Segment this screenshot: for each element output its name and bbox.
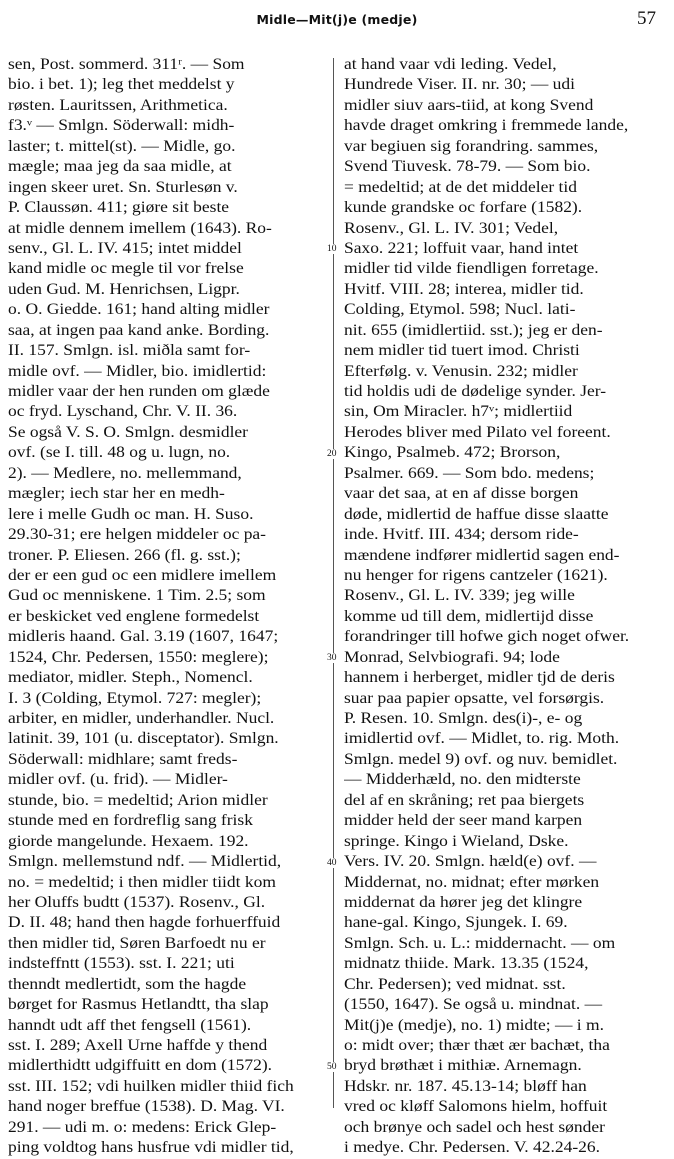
text-line: røsten. Lauritssen, Arithmetica. [8,96,228,114]
text-line: ping voldtog hans husfrue vdi midler tid, [8,1139,294,1157]
text-line: hanndt udt aff thet fengsell (1561). [8,1016,252,1034]
text-line: havde draget omkring i fremmede lande, [344,117,629,135]
text-line: latinit. 39, 101 (u. disceptator). Smlgn. [8,730,279,748]
text-line: then midler tid, Søren Barfoedt nu er [8,934,266,952]
text-line: Rosenv., Gl. L. IV. 301; Vedel, [344,219,559,237]
text-line: midler vaar der hen runden om glæde [8,383,270,400]
line-number: 10 [327,244,337,255]
text-line: ovf. (se I. till. 48 og u. lugn, no. [8,444,231,462]
text-line: sst. I. 289; Axell Urne haffde y thend [8,1037,268,1054]
text-line: midler ovf. (u. frid). — Midler- [8,771,228,789]
text-line: P. Resen. 10. Smlgn. des(i)-, e- og [344,710,583,727]
column-divider [333,58,334,1108]
text-line: Rosenv., Gl. L. IV. 339; jeg wille [344,587,575,605]
text-line: midlerthidtt udgiffuitt en dom (1572). [8,1057,273,1075]
page-header [0,6,674,36]
line-number: 20 [327,448,337,459]
text-line: er beskicket ved englene formedelst [8,607,260,625]
text-line: 2). — Medlere, no. mellemmand, [8,464,242,482]
running-title: Midle—Mit(j)e (medje) [256,12,418,27]
text-line: mægle; maa jeg da saa midle, at [8,158,232,176]
text-line: midler siuv aars-tiid, at kong Svend [344,96,594,114]
text-line: oc fryd. Lyschand, Chr. V. II. 36. [8,403,238,421]
line-number: 40 [327,857,337,868]
text-line: Kingo, Psalmeb. 472; Brorson, [344,444,561,462]
text-line: o. O. Giedde. 161; hand alting midler [8,301,270,319]
text-line: Gud oc menniskene. 1 Tim. 2.5; som [8,587,266,605]
text-line: Se også V. S. O. Smlgn. desmidler [8,423,249,441]
text-line: I. 3 (Colding, Etymol. 727: megler); [8,689,262,707]
text-line: at hand vaar vdi leding. Vedel, [344,56,557,73]
text-line: ingen skeer uret. Sn. Sturlesøn v. [8,178,238,196]
text-line: del af en skråning; ret paa biergets [344,791,585,809]
text-line: springe. Kingo i Wieland, Dske. [344,832,569,850]
text-line: vaar det saa, at en af disse borgen [344,485,579,503]
text-line: P. Claussøn. 411; giøre sit beste [8,199,230,217]
line-number: 30 [327,653,337,664]
text-line: var begiuen sig forandring. sammes, [344,137,599,155]
text-line: midnatz thiide. Mark. 13.35 (1524, [344,955,589,973]
text-line: hannem i herberget, midler tjd de deris [344,669,615,687]
left-column [8,55,324,1159]
text-line: Middernat, no. midnat; efter mørken [344,873,600,891]
text-line: mændene indfører midlertid sagen end- [344,546,620,564]
text-line: inde. Hvitf. III. 434; dersom ride- [344,526,579,544]
text-line: børget for Rasmus Hetlandtt, tha slap [8,996,269,1014]
text-line: Hvitf. VIII. 28; interea, midler tid. [344,280,584,298]
text-line: hand noger breffue (1538). D. Mag. VI. [8,1098,285,1116]
text-line: 29.30-31; ere helgen middeler oc pa- [8,526,267,544]
text-line: Mit(j)e (medje), no. 1) midte; — i m. [344,1016,604,1034]
text-line: saa, at ingen paa kand anke. Bording. [8,321,270,339]
text-line: Saxo. 221; loffuit vaar, hand intet [344,239,579,257]
text-line: midleris haand. Gal. 3.19 (1607, 1647; [8,628,279,646]
text-line: stunde med en fordreflig sang frisk [8,812,253,830]
text-line: senv., Gl. L. IV. 415; intet middel [8,239,242,257]
text-line: Chr. Pedersen); ved midnat. sst. [344,975,566,993]
text-line: vred oc kløff Salomons hielm, hoffuit [344,1098,608,1116]
text-line: bio. i bet. 1); leg thet meddelst y [8,76,235,94]
text-line: f3.ᵛ — Smlgn. Söderwall: midh- [8,117,235,135]
text-line: indsteffntt (1553). sst. I. 221; uti [8,955,235,973]
text-line: kand midle oc megle til vor frelse [8,260,244,278]
text-line: Smlgn. mellemstund ndf. — Midlertid, [8,853,282,871]
text-line: (1550, 1647). Se også u. mindnat. — [344,996,603,1014]
text-line: suar paa papier opsatte, vel forsørgis. [344,689,605,707]
text-line: = medeltid; at de det middeler tid [344,178,577,196]
text-line: der er een gud oc een midlere imellem [8,566,277,584]
text-line: Efterfølg. v. Venusin. 232; midler [344,362,578,380]
text-line: no. = medeltid; i then midler tiidt kom [8,873,276,891]
text-line: — Midderhæld, no. den midterste [344,771,581,789]
text-line: tid holdis udi de dødelige synder. Jer- [344,383,607,400]
text-line: II. 157. Smlgn. isl. miðla samt for- [8,342,251,360]
text-line: mægler; iech star her en medh- [8,485,225,503]
text-line: giorde mangelunde. Hexaem. 192. [8,832,249,850]
text-line: døde, midlertid de haffue disse slaatte [344,505,609,523]
text-line: Hdskr. nr. 187. 45.13-14; bløff han [344,1077,587,1095]
page-number: 57 [637,8,656,29]
right-column [344,55,666,1159]
text-line: Psalmer. 669. — Som bdo. medens; [344,464,595,482]
text-line: hane-gal. Kingo, Sjungek. I. 69. [344,914,568,932]
text-line: laster; t. mittel(st). — Midle, go. [8,137,236,155]
text-line: Söderwall: midhlare; samt freds- [8,750,238,768]
text-line: mediator, midler. Steph., Nomencl. [8,669,253,687]
line-number: 50 [327,1062,337,1073]
text-line: Herodes bliver med Pilato vel foreent. [344,423,611,441]
text-line: troner. P. Eliesen. 266 (fl. g. sst.); [8,546,241,564]
text-line: Vers. IV. 20. Smlgn. hæld(e) ovf. — [344,853,597,871]
text-line: midle ovf. — Midler, bio. imidlertid: [8,362,267,380]
text-line: komme ud till dem, midlertijd disse [344,607,594,625]
text-line: lere i melle Gudh oc man. H. Suso. [8,505,254,523]
text-line: stunde, bio. = medeltid; Arion midler [8,791,268,809]
text-line: thenndt medlertidt, som the hagde [8,975,247,993]
text-line: Monrad, Selvbiografi. 94; lode [344,648,560,666]
text-line: middernat da hører jeg det klingre [344,893,583,911]
text-line: midler tid vilde fiendligen forretage. [344,260,599,278]
text-line: uden Gud. M. Henrichsen, Ligpr. [8,280,240,298]
text-line: Colding, Etymol. 598; Nucl. lati- [344,301,576,319]
text-line: nem midler tid tuert imod. Christi [344,342,580,360]
text-line: o: midt over; thær thæt ær bachæt, tha [344,1037,610,1054]
text-line: Smlgn. Sch. u. L.: middernacht. — om [344,934,616,952]
text-line: imidlertid ovf. — Midlet, to. rig. Moth. [344,730,620,748]
text-line: midder held der seer mand karpen [344,812,583,830]
text-line: forandringer till hofwe gich noget ofwer. [344,628,630,646]
text-line: 1524, Chr. Pedersen, 1550: meglere); [8,648,269,666]
text-line: D. II. 48; hand then hagde forhuerffuid [8,914,281,932]
text-line: bryd brøthæt i mithiæ. Arnemagn. [344,1057,582,1075]
text-line: nu henger for rigens cantzeler (1621). [344,566,608,584]
text-line: 291. — udi m. o: medens: Erick Glep- [8,1118,277,1136]
text-line: i medye. Chr. Pedersen. V. 42.24-26. [344,1139,600,1157]
text-line: nit. 655 (imidlertiid. sst.); jeg er den- [344,321,603,339]
text-line: arbiter, en midler, underhandler. Nucl. [8,710,275,727]
text-line: och brønye och sadel och hest sønder [344,1118,605,1136]
text-line: Smlgn. medel 9) ovf. og nuv. bemidlet. [344,750,618,768]
text-line: at midle dennem imellem (1643). Ro- [8,219,272,237]
text-line: sst. III. 152; vdi huilken midler thiid fich [8,1077,294,1095]
text-line: sin, Om Miracler. h7ᵛ; midlertiid [344,403,573,421]
text-line: Hundrede Viser. II. nr. 30; — udi [344,76,575,94]
text-line: Svend Tiuvesk. 78-79. — Som bio. [344,158,591,176]
text-line: sen, Post. sommerd. 311ʳ. — Som [8,56,245,73]
text-line: her Oluffs budtt (1537). Rosenv., Gl. [8,893,266,911]
text-line: kunde grandske oc forfare (1582). [344,199,583,217]
